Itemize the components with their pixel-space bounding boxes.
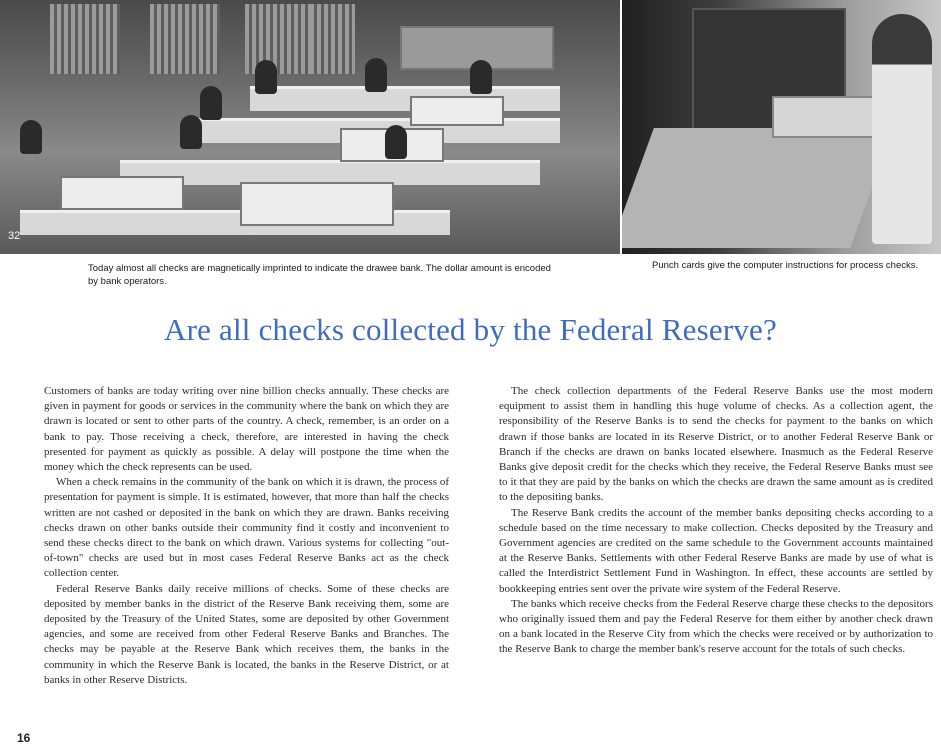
- right-column: [499, 384, 933, 658]
- encoding-machine: [240, 182, 394, 226]
- paragraph: When a check remains in the community of the bank on which it is drawn, the process of presentation for payment is simple. It is estimated, however, that more than half the checks written are not cashed or deposited in the bank on which they are drawn. Banks receiving checks drawn on other banks outside their community find it costly and inconvenient to send these checks direct to the bank on which drawn. Various systems for collecting "out-of-town" checks are used but in most cases Federal Reserve Banks act as the check collection center.: [44, 476, 449, 580]
- caption-left: Today almost all checks are magnetically imprinted to indicate the drawee bank. The dollar amount is encoded by bank operators.: [88, 263, 551, 287]
- window: [150, 4, 220, 74]
- photo-punch-card-computer: [622, 0, 941, 254]
- operator-figure: [20, 120, 42, 154]
- desk: [250, 86, 560, 111]
- operator-figure: [255, 60, 277, 94]
- left-column: [44, 384, 449, 688]
- card-reader-panel: [622, 128, 894, 248]
- paragraph: The Reserve Bank credits the account of the member banks depositing checks according to a schedule based on the time necessary to make collection. Checks deposited by the Treasury and Government agencies are credited on the same schedule to the Government accounts maintained at the Reserve Banks. Settlements with other Federal Reserve Banks are made by use of what is called the Interdistrict Settlement Fund in Washington. In effect, these accounts are settled by bookkeeping entries sent over the private wire system of the Federal Reserve.: [499, 506, 933, 595]
- photo-number: 32: [8, 230, 21, 242]
- page-number: 16: [17, 731, 31, 745]
- paragraph: Customers of banks are today writing over nine billion checks annually. These checks are given in payment for goods or services in the community where the bank on which they are drawn is located or sent to other parts of the country. A check, remember, is an order on a bank to pay. Those receiving a check, therefore, are interested in having the check presented for payment as quickly as possible. A delay will postpone the time when the money which the check represents can be used.: [44, 385, 449, 474]
- operator-figure: [365, 58, 387, 92]
- page-headline: Are all checks collected by the Federal Reserve?: [164, 312, 777, 347]
- encoding-machine: [60, 176, 184, 210]
- operator-figure: [872, 14, 932, 244]
- photo-check-encoding-room: [0, 0, 620, 254]
- operator-figure: [200, 86, 222, 120]
- encoding-machine: [410, 96, 504, 126]
- operator-figure: [470, 60, 492, 94]
- caption-right: Punch cards give the computer instructions for process checks.: [652, 260, 919, 271]
- window: [50, 4, 120, 74]
- window: [245, 4, 315, 74]
- window: [310, 4, 355, 74]
- paragraph: The check collection departments of the Federal Reserve Banks use the most modern equipment to assist them in handling this huge volume of checks. As a collection agent, the responsibility of the Reserve Banks is to send the checks for payment to the banks on which drawn if those banks are located in its Reserve District, or to another Federal Reserve Bank or Branch if the checks are drawn on banks located elsewhere. Inasmuch as the Federal Reserve Banks give deposit credit for the checks which they receive, the Federal Reserve Banks must see to it that they are paid by the banks on which the checks are drawn the same amount as is credited to the depositing banks.: [499, 385, 933, 504]
- paragraph: Federal Reserve Banks daily receive millions of checks. Some of these checks are deposited by member banks in the district of the Reserve Bank receiving them, some are deposited by the Treasury of the United States, some are deposited by other Government agencies, and some are received from other Federal Reserve Banks and Branches. The checks may be payable at the Reserve Bank which receives them, the banks in the community in which the Reserve Bank is located, the banks in the Reserve District, or at banks in other Reserve Districts.: [44, 582, 449, 686]
- operator-figure: [180, 115, 202, 149]
- operator-figure: [385, 125, 407, 159]
- paragraph: The banks which receive checks from the Federal Reserve charge these checks to the depositors who originally issued them and pay the Federal Reserve for them either by another check drawn on a bank located in the Reserve City from which the checks were received or by authorization to the Reserve Bank to charge the member bank's reserve account for the totals of such checks.: [499, 597, 933, 656]
